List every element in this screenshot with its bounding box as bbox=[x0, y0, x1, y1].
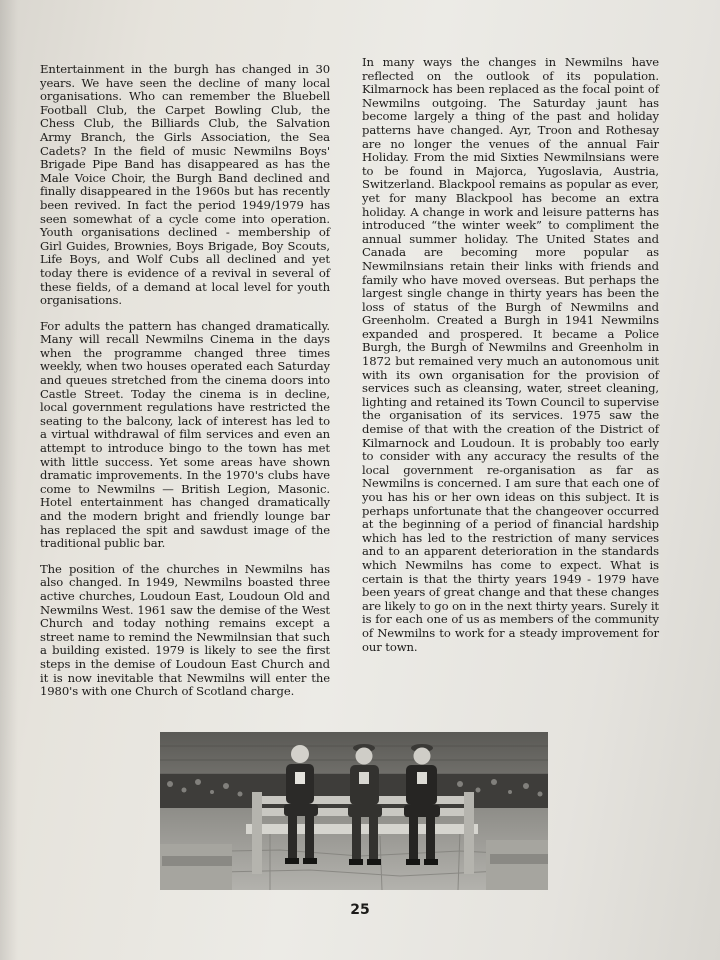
paragraph-adults: For adults the pattern has changed dramatically. Many will recall Newmilns Cinema in the days when the programme changed three times weekly, when two houses operated each Saturday and queues stretched from the cinema doors into Castle Street. Today the cinema is in decline, local government regulations have restricted the seating to the balcony, lack of interest has led to a virtual withdrawal of film services and even an attempt to introduce bingo to the town has met with little success. Yet some areas have shown dramatic improvements. In the 1970's clubs have come to Newmilns — British Legion, Masonic. Hotel entertainment has changed dramatically and the modern bright and friendly lounge bar has replaced the spit and sawdust image of the traditional public bar. bbox=[40, 318, 330, 551]
three-men-on-bench-icon bbox=[160, 732, 548, 890]
paragraph-outlook: In many ways the changes in Newmilns have reflected on the outlook of its population. Kilmarnock has been replaced as the focal point of Newmilns outgoing. The Saturday jaunt has become largely a thing of the past and holiday patterns have changed. Ayr, Troon and Rothesay are no longer the venues of the annual Fair Holiday. From the mid Sixties Newmilnsians were to be found in Majorca, Yugoslavia, Austria, Switzerland. Blackpool remains as popular as ever, yet for many Blackpool has become an extra holiday. A change in work and leisure patterns has introduced “the winter week” to compliment the annual summer holiday. The United States and Canada are becoming more popular as Newmilnsians retain their links with friends and family who have moved overseas. But perhaps the largest single change in thirty years has been the loss of status of the Burgh of Newmilns and Greenholm. Created a Burgh in 1941 Newmilns expanded and prospered. It became a Police Burgh, the Burgh of Newmilns and Greenholm in 1872 but remained very much an autonomous unit with its own organisation for the provision of services such as cleansing, water, street cleaning, lighting and retained its Town Council to supervise the organisation of its services. 1975 saw the demise of that with the creation of the District of Kilmarnock and Loudoun. It is probably too early to consider with any accuracy the results of the local government re-organisation as far as Newmilns is concerned. I am sure that each one of you has his or her own ideas on this subject. It is perhaps unfortunate that the changeover occurred at the beginning of a period of financial hardship which has led to the restriction of many services and to an apparent deterioration in the standards which Newmilns has come to expect. What is certain is that the thirty years 1949 - 1979 have been years of great change and that these changes are likely to go on in the next thirty years. Surely it is for each one of us as members of the community of Newmilns to work for a steady improvement for our town. bbox=[362, 55, 659, 654]
photograph-three-men-on-bench bbox=[160, 732, 548, 890]
left-column bbox=[40, 63, 330, 711]
paragraph-entertainment: Entertainment in the burgh has changed in 30 years. We have seen the decline of many local organisations. Who can remember the Bluebell Football Club, the Carpet Bowling Club, the Chess Club, the Billiards Club, the Salvation Army Branch, the Girls Association, the Sea Cadets? In the field of music Newmilns Boys' Brigade Pipe Band has disappeared as has the Male Voice Choir, the Burgh Band declined and finally disappeared in the 1960s but has recently been revived. In fact the period 1949/1979 has seen somewhat of a cycle come into operation. Youth organisations declined - membership of Girl Guides, Brownies, Boys Brigade, Boy Scouts, Life Boys, and Wolf Cubs all declined and yet today there is evidence of a revival in several of these fields, of a demand at local level for youth organisations. bbox=[40, 62, 330, 308]
right-column bbox=[362, 56, 659, 666]
page-number: 25 bbox=[350, 902, 370, 918]
paragraph-churches: The position of the churches in Newmilns has also changed. In 1949, Newmilns boasted three active churches, Loudoun East, Loudoun Old and Newmilns West. 1961 saw the demise of the West Church and today nothing remains except a street name to remind the Newmilnsian that such a building existed. 1979 is likely to see the first steps in the demise of Loudoun East Church and it is now inevitable that Newmilns will enter the 1980's with one Church of Scotland charge. bbox=[40, 561, 330, 699]
